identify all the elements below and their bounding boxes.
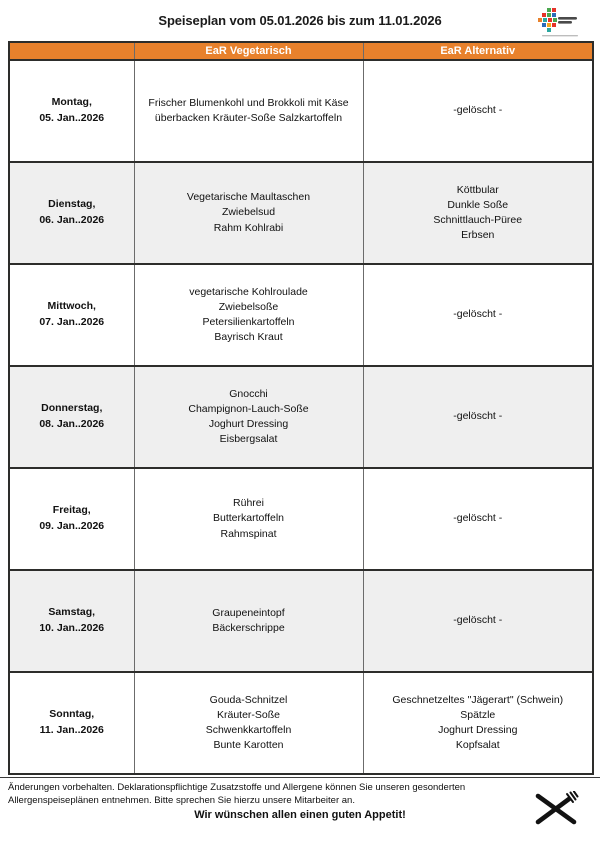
alternativ-cell bbox=[363, 672, 593, 774]
menu-line: Bäckerschrippe bbox=[212, 622, 285, 634]
menu-line: Rahm Kohlrabi bbox=[213, 221, 284, 234]
menu-line: vegetarische Kohlroulade bbox=[189, 285, 308, 298]
vegetarisch-cell bbox=[134, 468, 363, 570]
menu-line: 06. Jan..2026 bbox=[39, 214, 105, 226]
menu-line: Freitag, bbox=[52, 504, 91, 517]
day-cell bbox=[9, 366, 134, 468]
menu-line: Frischer Blumenkohl und Brokkoli mit Käse bbox=[148, 96, 349, 109]
menu-line: Montag, bbox=[51, 96, 92, 109]
menu-line: Zwiebelsud bbox=[221, 206, 276, 219]
appetit-message: Wir wünschen allen einen guten Appetit! bbox=[194, 809, 406, 821]
vegetarisch-cell bbox=[134, 672, 363, 774]
alternativ-cell bbox=[363, 468, 593, 570]
menu-line: Petersilienkartoffeln bbox=[202, 316, 295, 328]
menu-line: -gelöscht - bbox=[453, 308, 503, 321]
menu-line: -gelöscht - bbox=[453, 512, 503, 525]
menu-line: Gouda-Schnitzel bbox=[209, 693, 288, 706]
menu-line: Rührei bbox=[233, 497, 264, 510]
menu-line: Eisbergsalat bbox=[219, 433, 278, 446]
day-cell bbox=[9, 60, 134, 162]
menu-line: 11. Jan..2026 bbox=[39, 724, 104, 736]
menu-line: Dunkle Soße bbox=[447, 198, 509, 211]
menu-line: -gelöscht - bbox=[453, 410, 503, 423]
header-day bbox=[9, 42, 134, 60]
alternativ-cell bbox=[363, 570, 593, 672]
table-row bbox=[9, 570, 593, 672]
menu-line: Dienstag, bbox=[48, 198, 96, 211]
alternativ-cell bbox=[363, 264, 593, 366]
menu-line: -gelöscht - bbox=[453, 104, 503, 117]
menu-line: Geschnetzeltes "Jägerart" (Schwein) bbox=[392, 693, 564, 706]
day-cell bbox=[9, 162, 134, 264]
vegetarisch-cell bbox=[134, 570, 363, 672]
menu-line: Zwiebelsoße bbox=[218, 300, 279, 313]
footer-divider bbox=[0, 777, 600, 778]
menu-line: überbacken Kräuter-Soße Salzkartoffeln bbox=[154, 112, 343, 124]
org-logo-icon bbox=[538, 8, 586, 38]
menu-line: Rahmspinat bbox=[220, 527, 277, 540]
allergen-note-line: Änderungen vorbehalten. Deklarationspflichtige Zusatzstoffe und Allergene können Sie unseren gesonderten bbox=[8, 782, 466, 793]
menu-line: Vegetarische Maultaschen bbox=[186, 191, 311, 204]
menu-line: Schwenkkartoffeln bbox=[205, 724, 292, 736]
menu-line: 08. Jan..2026 bbox=[39, 418, 105, 430]
table-row bbox=[9, 264, 593, 366]
allergen-note bbox=[8, 782, 524, 808]
day-cell bbox=[9, 468, 134, 570]
menu-table-body bbox=[9, 60, 593, 774]
menu-line: Donnerstag, bbox=[41, 402, 103, 415]
alternativ-cell bbox=[363, 366, 593, 468]
header-row bbox=[9, 42, 593, 60]
day-cell bbox=[9, 570, 134, 672]
table-row bbox=[9, 162, 593, 264]
menu-line: -gelöscht - bbox=[453, 614, 503, 627]
vegetarisch-cell bbox=[134, 60, 363, 162]
menu-line: Joghurt Dressing bbox=[438, 724, 518, 736]
menu-line: 10. Jan..2026 bbox=[39, 622, 105, 634]
menu-line: Samstag, bbox=[48, 606, 96, 619]
page-title: Speiseplan vom 05.01.2026 bis zum 11.01.2026 bbox=[158, 13, 442, 28]
menu-line: Mittwoch, bbox=[47, 300, 96, 313]
menu-line: Graupeneintopf bbox=[212, 606, 285, 619]
menu-line: 09. Jan..2026 bbox=[39, 520, 105, 532]
menu-line: Joghurt Dressing bbox=[208, 418, 289, 430]
vegetarisch-cell bbox=[134, 162, 363, 264]
vegetarisch-cell bbox=[134, 264, 363, 366]
menu-line: Gnocchi bbox=[229, 387, 268, 400]
vegetarisch-cell bbox=[134, 366, 363, 468]
menu-line: Sonntag, bbox=[49, 708, 95, 721]
crossed-cutlery-icon bbox=[532, 791, 580, 827]
allergen-note-line: Allergenspeiseplänen entnehmen. Bitte sprechen Sie hierzu unsere Mitarbeiter an. bbox=[8, 794, 355, 806]
table-row bbox=[9, 468, 593, 570]
menu-line: 05. Jan..2026 bbox=[39, 112, 105, 124]
table-row bbox=[9, 672, 593, 774]
menu-line: Champignon-Lauch-Soße bbox=[188, 402, 309, 415]
menu-line: 07. Jan..2026 bbox=[39, 316, 105, 328]
menu-line: Kräuter-Soße bbox=[216, 708, 281, 721]
menu-line: Spätzle bbox=[460, 708, 496, 721]
day-cell bbox=[9, 672, 134, 774]
menu-table bbox=[8, 41, 594, 775]
menu-line: Butterkartoffeln bbox=[212, 512, 284, 525]
day-cell bbox=[9, 264, 134, 366]
header-vegetarisch: EaR Vegetarisch bbox=[134, 42, 363, 60]
menu-line: Schnittlauch-Püree bbox=[433, 214, 523, 226]
header-alternativ: EaR Alternativ bbox=[363, 42, 593, 60]
menu-line: Bayrisch Kraut bbox=[214, 331, 283, 344]
menu-line: Erbsen bbox=[461, 229, 495, 242]
menu-line: Bunte Karotten bbox=[213, 739, 284, 752]
menu-line: Köttbular bbox=[456, 183, 499, 196]
alternativ-cell bbox=[363, 162, 593, 264]
alternativ-cell bbox=[363, 60, 593, 162]
table-row bbox=[9, 366, 593, 468]
table-row bbox=[9, 60, 593, 162]
menu-line: Kopfsalat bbox=[455, 739, 500, 752]
